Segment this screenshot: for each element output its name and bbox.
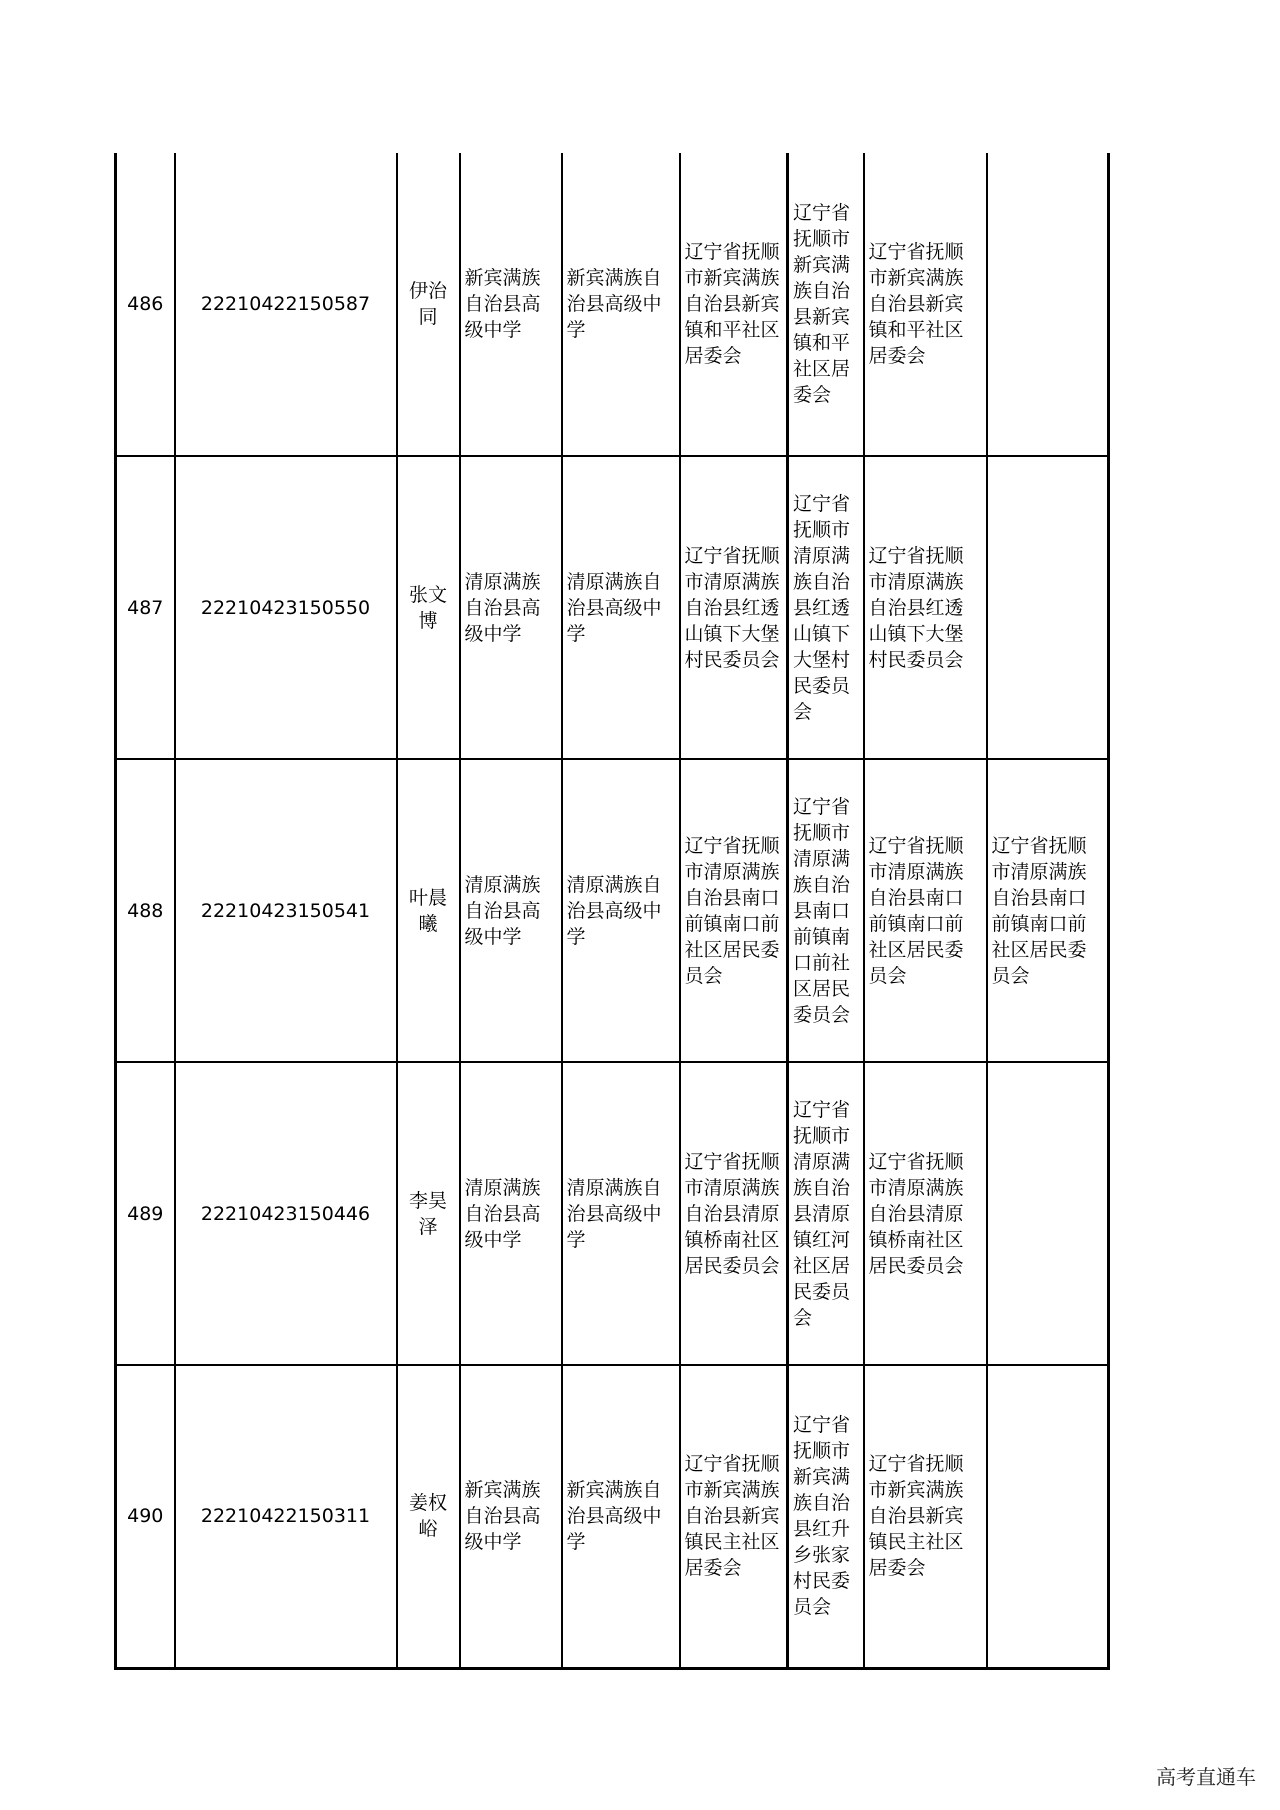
row-number: 490: [116, 1365, 175, 1668]
address-2: 辽宁省抚顺市清原满族自治县南口前镇南口前社区居民委员会: [793, 795, 851, 1026]
address-3: 辽宁省抚顺市清原满族自治县红透山镇下大堡村民委员会: [868, 544, 964, 671]
school-2: 新宾满族自治县高级中学: [566, 1479, 662, 1554]
exam-id: 22210422150587: [175, 153, 397, 456]
row-number: 489: [116, 1062, 175, 1365]
address-1: 辽宁省抚顺市清原满族自治县清原镇桥南社区居民委员会: [684, 1150, 780, 1277]
exam-id: 22210423150550: [175, 456, 397, 759]
address-1: 辽宁省抚顺市新宾满族自治县新宾镇和平社区居委会: [684, 241, 780, 367]
school-1: 清原满族自治县高级中学: [464, 570, 541, 645]
student-name: 李昊泽: [408, 1189, 447, 1238]
exam-id: 22210423150541: [175, 759, 397, 1062]
address-2: 辽宁省抚顺市清原满族自治县红透山镇下大堡村民委员会: [793, 492, 851, 723]
address-3: 辽宁省抚顺市清原满族自治县南口前镇南口前社区居民委员会: [868, 834, 964, 987]
address-4: 辽宁省抚顺市清原满族自治县南口前镇南口前社区居民委员会: [991, 834, 1087, 987]
student-name: 姜权峪: [408, 1492, 447, 1541]
row-number: 487: [116, 456, 175, 759]
address-2: 辽宁省抚顺市新宾满族自治县新宾镇和平社区居委会: [793, 202, 851, 406]
school-2: 清原满族自治县高级中学: [566, 873, 662, 948]
address-2: 辽宁省抚顺市新宾满族自治县红升乡张家村民委员会: [793, 1414, 851, 1619]
student-table: [114, 153, 1110, 1670]
school-1: 清原满族自治县高级中学: [464, 1176, 541, 1251]
school-1: 新宾满族自治县高级中学: [464, 267, 541, 341]
exam-id: 22210423150446: [175, 1062, 397, 1365]
student-name: 张文博: [408, 583, 447, 632]
student-name: 叶晨曦: [408, 886, 447, 935]
address-1: 辽宁省抚顺市清原满族自治县红透山镇下大堡村民委员会: [684, 544, 780, 671]
watermark-text: 高考直通车: [1156, 1765, 1256, 1789]
table-row: [116, 1365, 1109, 1668]
table-row: [116, 759, 1109, 1062]
table-row: [116, 1062, 1109, 1365]
school-2: 清原满族自治县高级中学: [566, 1176, 662, 1251]
address-3: 辽宁省抚顺市清原满族自治县清原镇桥南社区居民委员会: [868, 1150, 964, 1277]
row-number: 486: [116, 153, 175, 456]
exam-id: 22210422150311: [175, 1365, 397, 1668]
table-row: [116, 456, 1109, 759]
school-1: 新宾满族自治县高级中学: [464, 1479, 541, 1554]
school-1: 清原满族自治县高级中学: [464, 873, 541, 948]
address-1: 辽宁省抚顺市新宾满族自治县新宾镇民主社区居委会: [684, 1453, 780, 1580]
address-2: 辽宁省抚顺市清原满族自治县清原镇红河社区居民委员会: [793, 1098, 851, 1329]
address-1: 辽宁省抚顺市清原满族自治县南口前镇南口前社区居民委员会: [684, 834, 780, 987]
table-row: [116, 153, 1109, 456]
school-2: 新宾满族自治县高级中学: [566, 267, 662, 341]
school-2: 清原满族自治县高级中学: [566, 570, 662, 645]
row-number: 488: [116, 759, 175, 1062]
student-name: 伊治同: [408, 280, 447, 328]
address-3: 辽宁省抚顺市新宾满族自治县新宾镇和平社区居委会: [868, 241, 964, 367]
address-3: 辽宁省抚顺市新宾满族自治县新宾镇民主社区居委会: [868, 1453, 964, 1580]
